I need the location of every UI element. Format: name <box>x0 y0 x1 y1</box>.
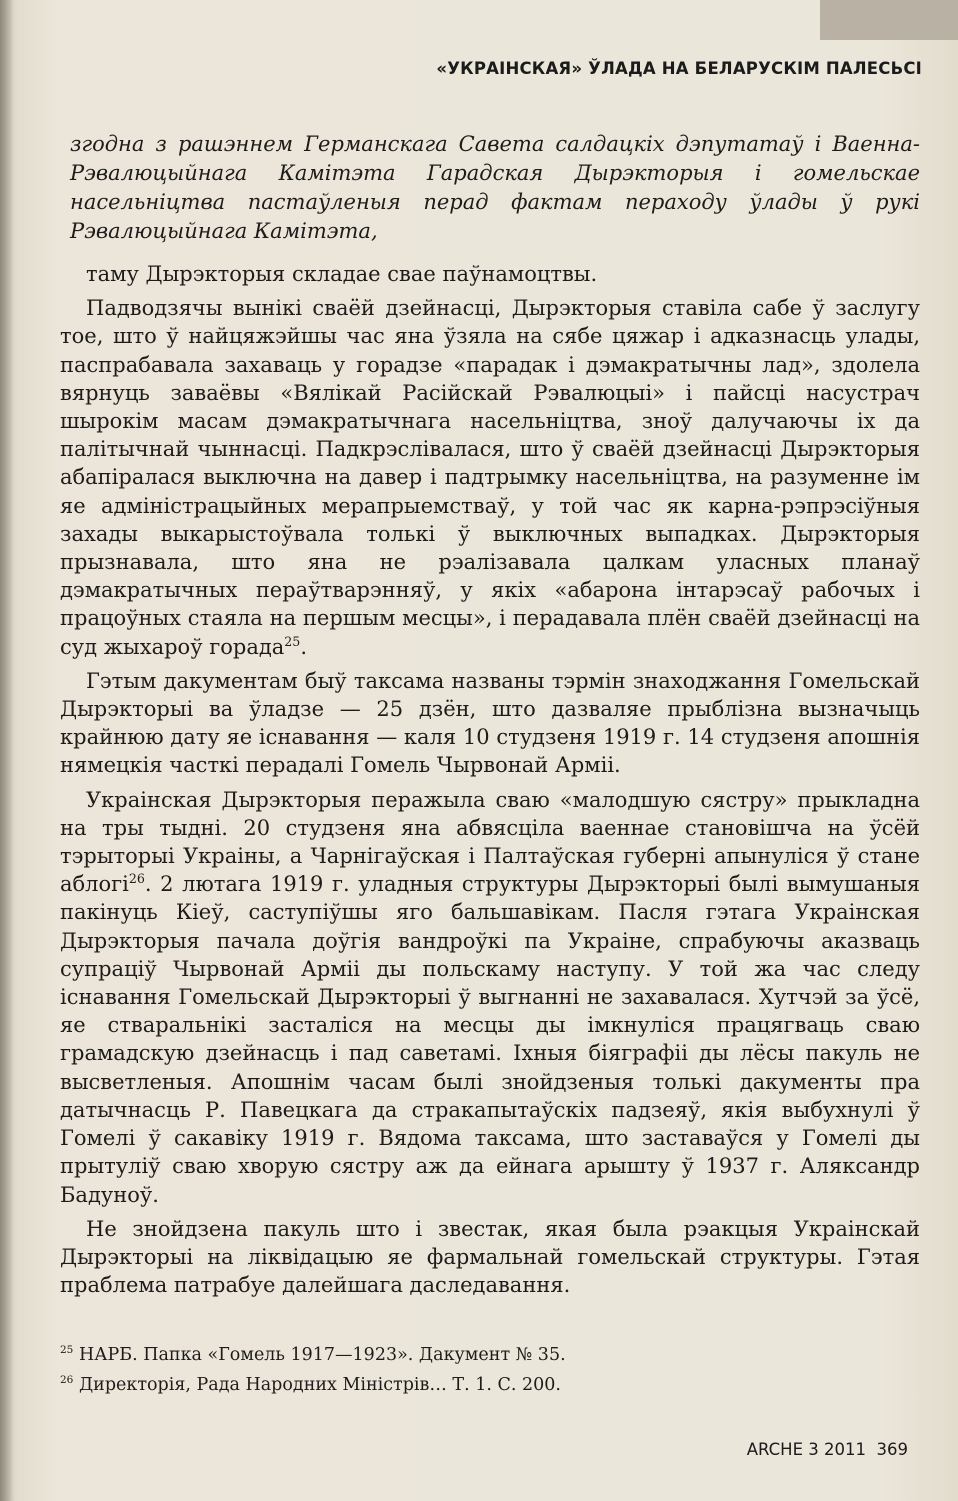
page-footer <box>747 1440 908 1459</box>
footnotes <box>60 1340 920 1400</box>
body-text <box>60 130 920 1305</box>
paragraph-2 <box>60 294 920 661</box>
running-header: «УКРАІНСКАЯ» ЎЛАДА НА БЕЛАРУСКІМ ПАЛЕСЬСІ <box>436 59 922 78</box>
paragraph-2-text: Падводзячы вынікі сваёй дзейнасці, Дырэкторыя ставіла сабе ў заслугу тое, што ў найцяжэйшы час яна ўзяла на сябе цяжар і адказнасць улады, паспрабавала захаваць у горадзе «парадак і дэмакратычны лад», здолела вярнуць заваёвы «Вялікай Расійскай Рэвалюцыі» і пайсці насустрач шырокім масам дэмакратычнага насельніцтва, зноў далучаючы іх да палітычнай чыннасці. Падкрэслівалася, што ў сваёй дзейнасці Дырэкторыя абапіралася выключна на давер і падтрымку насельніцтва, на разуменне ім яе адміністрацыйных мерапрыемстваў, у той час як карна-рэпрэсіўныя захады выкарыстоўвала толькі ў выключных выпадках. Дырэкторыя прызнавала, што яна не рэалізавала цалкам уласных планаў дэмакратычных пераўтварэнняў, у якіх «абарона інтарэсаў рабочых і працоўных стаяла на першым месцы», і перадавала плён сваёй дзейнасці на суд жыхароў горада <box>60 296 920 659</box>
italic-quote: згодна з рашэннем Германскага Савета салдацкіх дэпутатаў і Ваенна-Рэвалюцыйнага Камітэта Гарадская Дырэкторыя і гомельскае насельніцтва пастаўленыя перад фактам пераходу ўлады ў рукі Рэвалюцыйнага Камітэта, <box>70 132 920 243</box>
paragraph-1 <box>60 260 920 288</box>
footnote-text: НАРБ. Папка «Гомель 1917—1923». Дакумент № 35. <box>73 1345 566 1365</box>
paragraph-1-text: таму Дырэкторыя складае свае паўнамоцтвы. <box>86 262 598 286</box>
paragraph-5-text: Не знойдзена пакуль што і звестак, якая была рэакцыя Украінскай Дырэкторыі на ліквідацыю яе фармальнай гомельскай структуры. Гэтая праблема патрабуе далейшага даследавання. <box>60 1216 920 1298</box>
footnote-ref-25[interactable]: 25 <box>284 633 301 649</box>
paragraph-3-text: Гэтым дакументам быў таксама названы тэрмін знаходжання Гомельскай Дырэкторыі ва ўладзе — 25 дзён, што дазваляе прыблізна вызначыць крайнюю дату яе існавання — каля 10 студзеня 1919 г. 14 студзеня апошнія нямецкія часткі перадалі Гомель Чырвонай Арміі. <box>60 668 920 778</box>
paragraph-3 <box>60 667 920 780</box>
paragraph-4-tail: . 2 лютага 1919 г. уладныя структуры Дырэкторыі былі вымушаныя пакінуць Кіеў, саступіўшы яго бальшавікам. Пасля гэтага Украінская Дырэкторыя пачала доўгія вандроўкі па Украіне, спрабуючы аказваць супраціў Чырвонай Арміі ды польскаму наступу. У той жа час следу існавання Гомельскай Дырэкторыі ў выгнанні не захавалася. Хутчэй за ўсё, яе стваральнікі засталіся на месцы ды імкнуліся працягваць сваю грамадскую дзейнасць і пад саветамі. Іхныя біяграфіі ды лёсы пакуль не высветленыя. Апошнім часам былі знойдзеныя толькі дакументы пра датычнасць Р. Павецкага да стракапытаўскіх падзеяў, якія выбухнулі ў Гомелі ў сакавіку 1919 г. Вядома таксама, што заставаўся у Гомелі ды прытуліў сваю хворую сястру аж да ейнага арышту ў 1937 г. Аляксандр Бадуноў. <box>60 872 920 1207</box>
corner-tab <box>820 0 958 40</box>
footnote-25 <box>60 1340 920 1370</box>
footnote-26 <box>60 1370 920 1400</box>
spine-shadow <box>0 0 14 1501</box>
footnote-ref-26[interactable]: 26 <box>128 871 145 887</box>
footnote-number: 25 <box>60 1344 74 1357</box>
paragraph-4 <box>60 786 920 1209</box>
paragraph-2-tail: . <box>300 634 308 659</box>
footnote-number: 26 <box>60 1374 74 1387</box>
journal-issue: ARCHE 3 2011 <box>746 1440 866 1459</box>
paragraph-5 <box>60 1215 920 1300</box>
paragraph-4-text: Украінская Дырэкторыя перажыла сваю «малодшую сястру» прыкладна на тры тыдні. 20 студзеня яна абвясціла ваеннае становішча на ўсёй тэрыторыі Украіны, а Чарнігаўская і Палтаўская губерні апынуліся ў стане аблогі <box>60 787 920 897</box>
footnote-text: Директорія, Рада Народних Міністрів… Т. 1. С. 200. <box>73 1375 561 1395</box>
page-number: 369 <box>876 1440 908 1459</box>
